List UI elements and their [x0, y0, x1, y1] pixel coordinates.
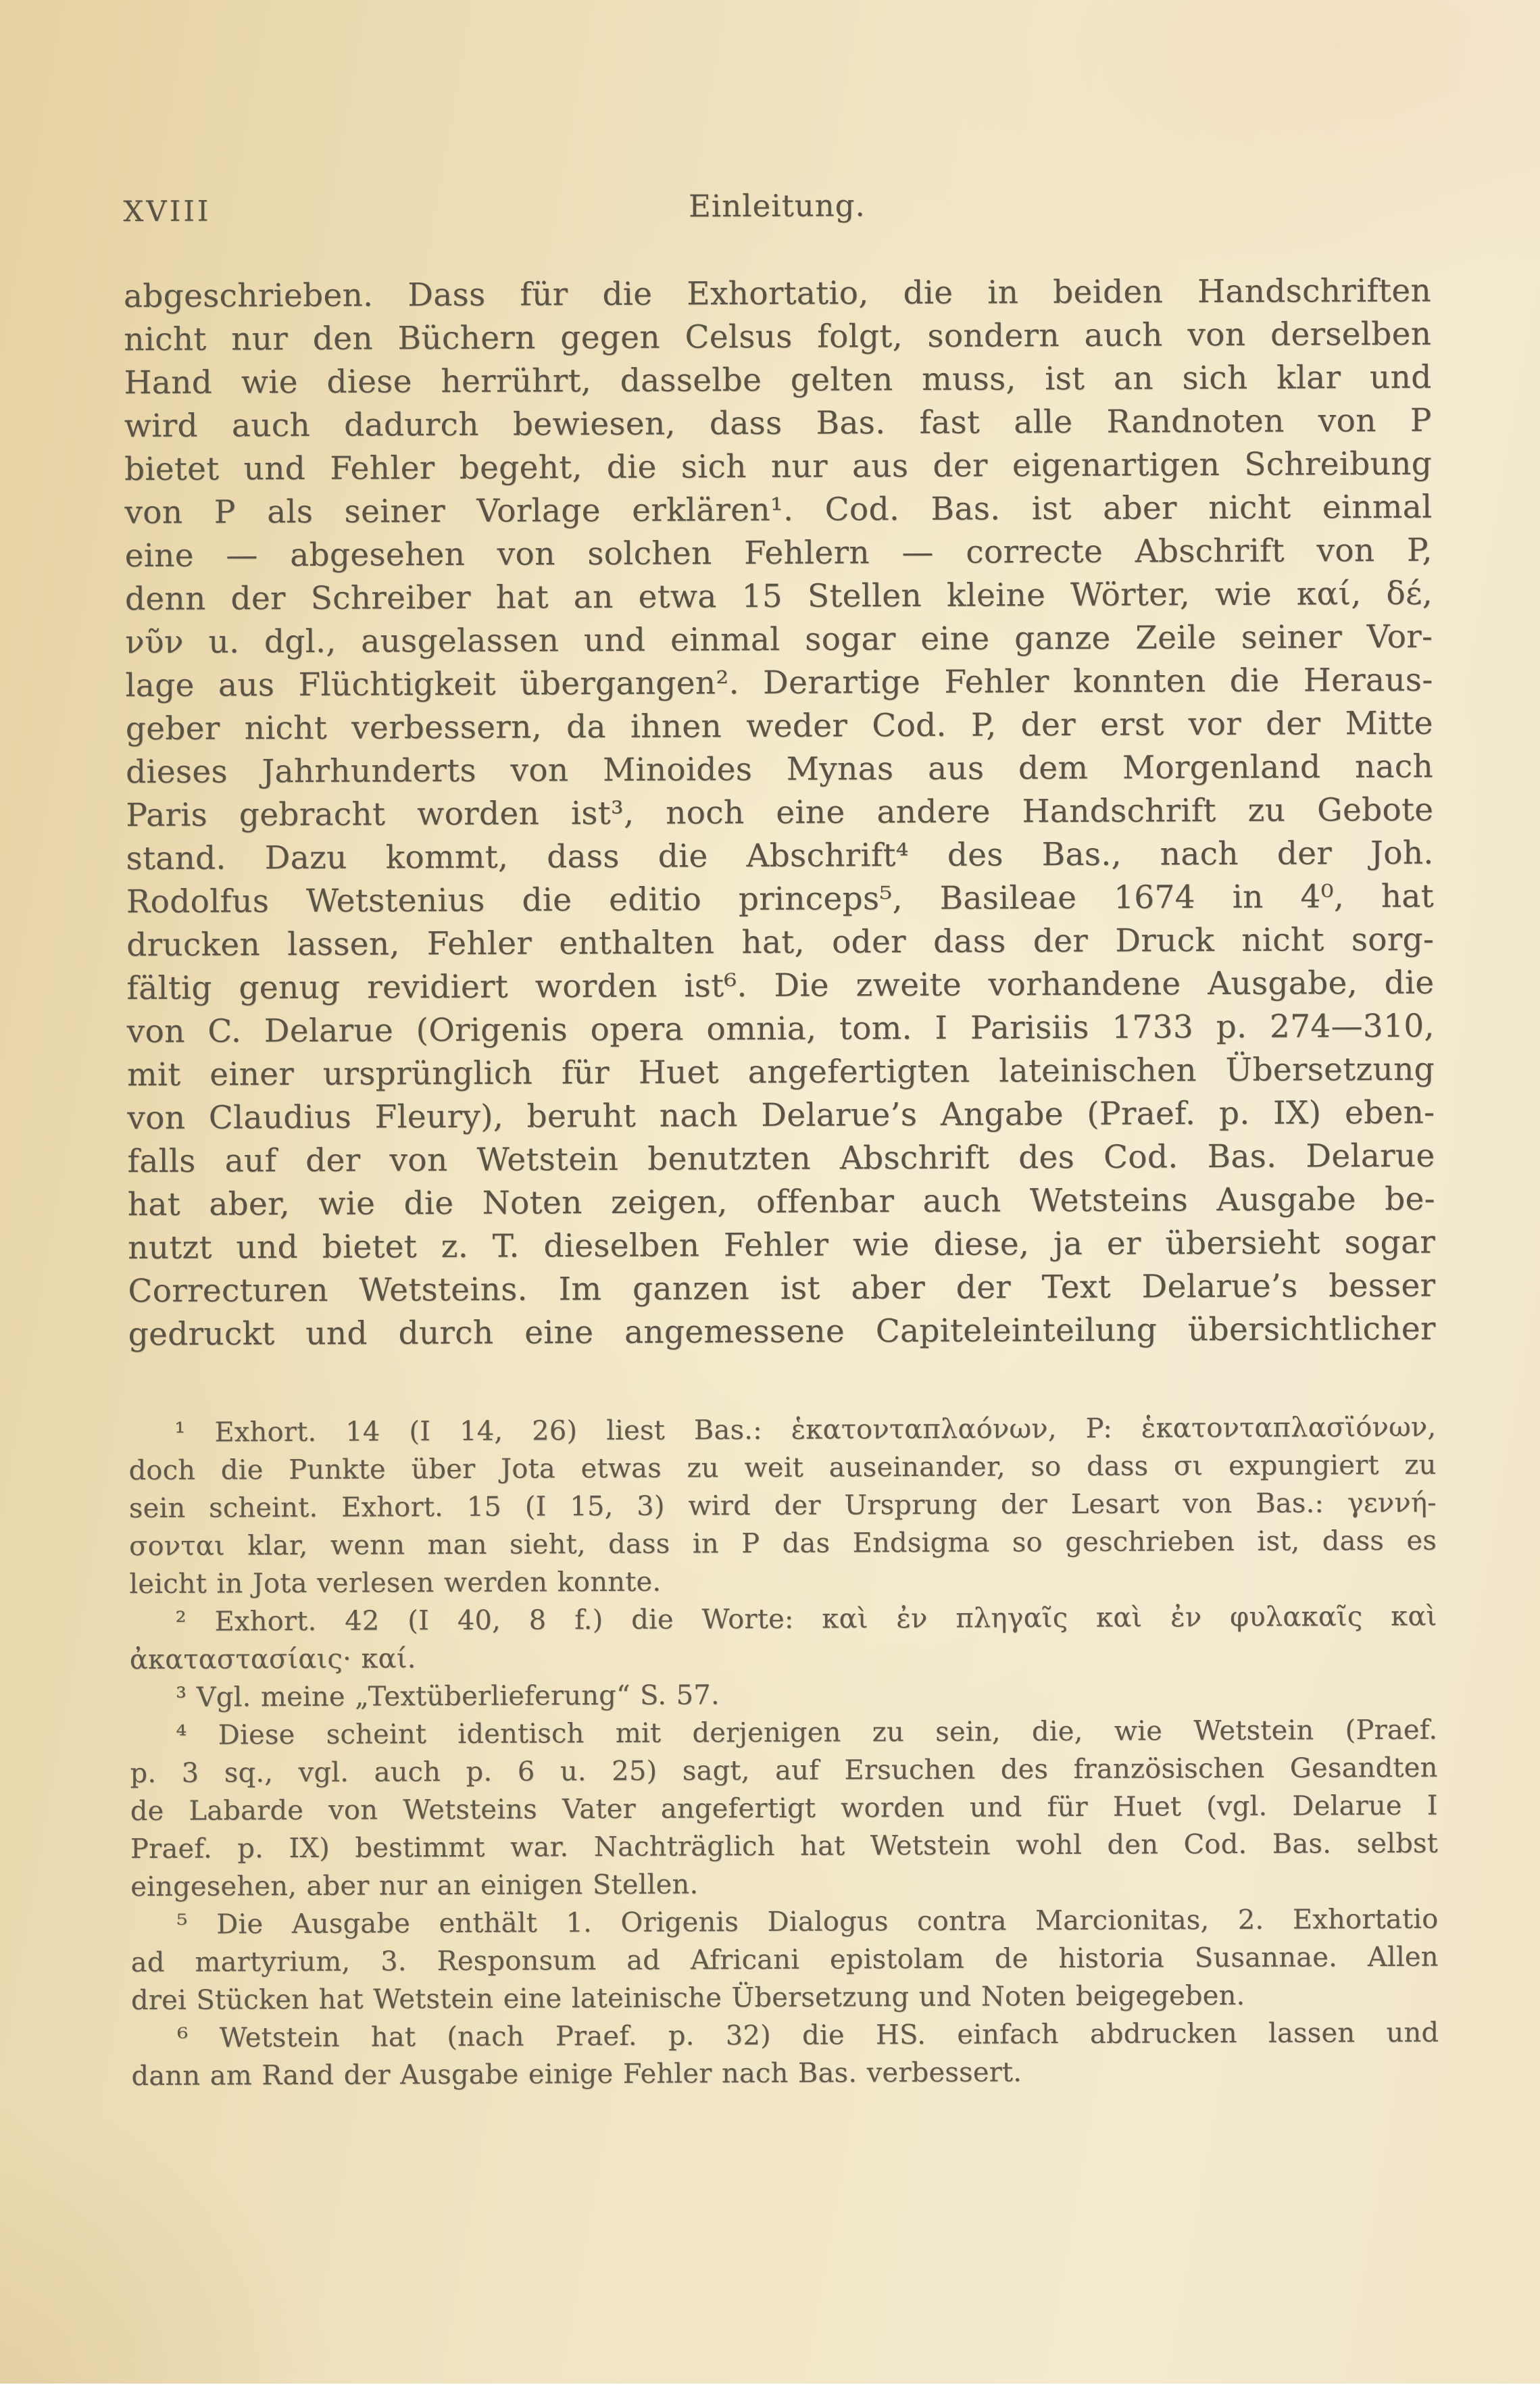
text-line: gedruckt und durch eine angemessene Capiteleinteilung übersichtlicher	[128, 1310, 1436, 1354]
text-line: Correcturen Wetsteins. Im ganzen ist aber der Text Delarue’s besser	[128, 1266, 1436, 1310]
text-line: eine — abgesehen von solchen Fehlern — correcte Abschrift von P,	[124, 531, 1433, 575]
footnotes	[128, 1408, 1439, 2095]
text-line: doch die Punkte über Jota etwas zu weit auseinander, so dass σι expungiert zu	[128, 1449, 1437, 1487]
text-line: lage aus Flüchtigkeit übergangen². Derartige Fehler konnten die Heraus-	[125, 661, 1433, 705]
text-line: ⁴ Diese scheint identisch mit derjenigen zu sein, die, wie Wetstein (Praef.	[176, 1714, 1438, 1751]
text-line: abgeschrieben. Dass für die Exhortatio, die in beiden Handschriften	[123, 272, 1432, 316]
text-line: dieses Jahrhunderts von Minoides Mynas aus dem Morgenland nach	[125, 747, 1434, 791]
text-line: Rodolfus Wetstenius die editio princeps⁵, Basileae 1674 in 4⁰, hat	[126, 877, 1434, 921]
text-line: νῦν u. dgl., ausgelassen und einmal sogar eine ganze Zeile seiner Vor-	[125, 618, 1433, 662]
text-line: geber nicht verbessern, da ihnen weder Cod. P, der erst vor der Mitte	[125, 704, 1433, 748]
text-line: ² Exhort. 42 (I 40, 8 f.) die Worte: καὶ ἐν πληγαῖς καὶ ἐν φυλακαῖς καὶ	[175, 1600, 1437, 1638]
body-text	[124, 270, 1436, 1356]
text-line: ¹ Exhort. 14 (I 14, 26) liest Bas.: ἑκατονταπλαόνων, P: ἑκατονταπλασϊόνων,	[174, 1411, 1437, 1448]
text-line: denn der Schreiber hat an etwa 15 Stellen kleine Wörter, wie καί, δέ,	[124, 574, 1433, 618]
text-line: falls auf der von Wetstein benutzten Abschrift des Cod. Bas. Delarue	[127, 1137, 1435, 1181]
text-line: ⁶ Wetstein hat (nach Praef. p. 32) die HS. einfach abdrucken lassen und	[177, 2017, 1439, 2054]
text-line: nicht nur den Büchern gegen Celsus folgt, sondern auch von derselben	[124, 315, 1432, 359]
header-title: Einleitung.	[688, 187, 866, 224]
text-line: bietet und Fehler begeht, die sich nur aus der eigenartigen Schreibung	[124, 445, 1433, 489]
text-line: dann am Rand der Ausgabe einige Fehler nach Bas. verbessert.	[131, 2057, 1022, 2092]
text-line: wird auch dadurch bewiesen, dass Bas. fast alle Randnoten von P	[124, 401, 1432, 445]
page-header	[123, 185, 1431, 231]
text-line: Paris gebracht worden ist³, noch eine andere Handschrift zu Gebote	[126, 791, 1434, 835]
text-line: p. 3 sq., vgl. auch p. 6 u. 25) sagt, auf Ersuchen des französischen Gesandten	[130, 1752, 1438, 1790]
text-line: stand. Dazu kommt, dass die Abschrift⁴ des Bas., nach der Joh.	[126, 834, 1434, 878]
text-line: drucken lassen, Fehler enthalten hat, oder dass der Druck nicht sorg-	[126, 920, 1435, 964]
text-line: leicht in Jota verlesen werden konnte.	[129, 1566, 662, 1600]
text-line: Praef. p. IX) bestimmt war. Nachträglich hat Wetstein wohl den Cod. Bas. selbst	[130, 1827, 1439, 1865]
text-line: nutzt und bietet z. T. dieselben Fehler wie diese, ja er übersieht sogar	[128, 1223, 1436, 1267]
text-line: sein scheint. Exhort. 15 (I 15, 3) wird der Ursprung der Lesart von Bas.: γεννή-	[128, 1487, 1437, 1525]
text-line: von C. Delarue (Origenis opera omnia, tom. I Parisiis 1733 p. 274—310,	[126, 1007, 1435, 1051]
text-line: hat aber, wie die Noten zeigen, offenbar auch Wetsteins Ausgabe be-	[127, 1180, 1435, 1224]
text-line: ἀκαταστασίαις· καί.	[129, 1643, 416, 1676]
text-line: von Claudius Fleury), beruht nach Delarue’s Angabe (Praef. p. IX) eben-	[127, 1093, 1435, 1137]
text-line: mit einer ursprünglich für Huet angefertigten lateinischen Übersetzung	[126, 1050, 1435, 1094]
text-line: eingesehen, aber nur an einigen Stellen.	[130, 1869, 699, 1903]
text-line: Hand wie diese herrührt, dasselbe gelten muss, ist an sich klar und	[124, 358, 1432, 402]
text-line: ad martyrium, 3. Responsum ad Africani epistolam de historia Susannae. Allen	[130, 1941, 1439, 1979]
text-line: ⁵ Die Ausgabe enthält 1. Origenis Dialogus contra Marcionitas, 2. Exhortatio	[176, 1903, 1439, 1940]
text-line: ³ Vgl. meine „Textüberlieferung“ S. 57.	[175, 1679, 720, 1713]
text-line: σονται klar, wenn man sieht, dass in P das Endsigma so geschrieben ist, dass es	[128, 1525, 1437, 1562]
text-line: drei Stücken hat Wetstein eine lateinische Übersetzung und Noten beigegeben.	[130, 1979, 1245, 2017]
text-line: de Labarde von Wetsteins Vater angefertigt worden und für Huet (vgl. Delarue I	[130, 1790, 1438, 1827]
text-line: von P als seiner Vorlage erklären¹. Cod. Bas. ist aber nicht einmal	[124, 488, 1433, 532]
page-number: XVIII	[123, 194, 212, 228]
text-line: fältig genug revidiert worden ist⁶. Die zweite vorhandene Ausgabe, die	[126, 964, 1435, 1008]
